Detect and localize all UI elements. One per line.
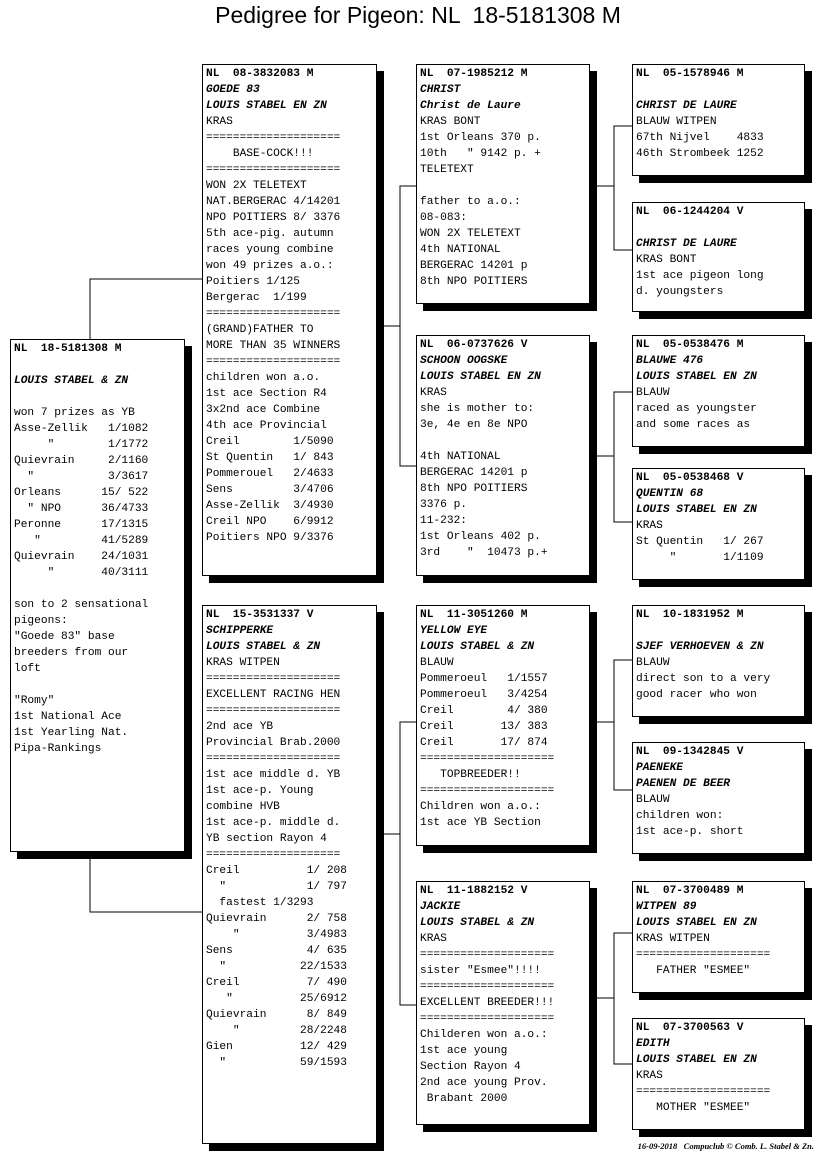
ring-number: NL 07-1985212 M: [420, 68, 528, 80]
card-line: " 41/5289: [14, 535, 149, 547]
card-line: [14, 389, 184, 405]
ring-number: NL 06-1244204 V: [636, 206, 744, 218]
pigeon-name-or-breeder: SJEF VERHOEVEN & ZN: [636, 641, 764, 653]
card-line: Creil 7/ 490: [206, 977, 347, 989]
pigeon-name-or-breeder: SCHIPPERKE: [206, 625, 274, 637]
card-line: 3376 p.: [420, 499, 467, 511]
pigeon-name-or-breeder: Christ de Laure: [420, 100, 521, 112]
pigeon-name-or-breeder: CHRIST DE LAURE: [636, 238, 737, 250]
card-line: father to a.o.:: [420, 196, 521, 208]
sire-sire-sire-card: [632, 64, 805, 176]
dam-sire-card: [416, 605, 590, 846]
card-line: NPO POITIERS 8/ 3376: [206, 212, 341, 224]
ring-number: NL 09-1342845 V: [636, 746, 744, 758]
card-line: 3rd " 10473 p.+: [420, 547, 548, 559]
ring-number: NL 08-3832083 M: [206, 68, 314, 80]
card-line: KRAS: [636, 1070, 663, 1082]
card-line: " 59/1593: [206, 1057, 347, 1069]
card-line: BERGERAC 14201 p: [420, 260, 528, 272]
pigeon-name-or-breeder: LOUIS STABEL & ZN: [206, 641, 321, 653]
ring-number: NL 05-0538476 M: [636, 339, 744, 351]
ring-number: NL 05-0538468 V: [636, 472, 744, 484]
card-line: ====================: [206, 132, 341, 144]
card-line: Provincial Brab.2000: [206, 737, 341, 749]
card-line: 4th NATIONAL: [420, 451, 501, 463]
card-line: ====================: [420, 785, 555, 797]
sire-sire-dam-card: [632, 202, 805, 312]
card-line: fastest 1/3293: [206, 897, 314, 909]
card-line: Asse-Zellik 1/1082: [14, 423, 149, 435]
card-line: 4th NATIONAL: [420, 244, 501, 256]
dam-dam-dam-card: [632, 1018, 805, 1130]
card-line: 1st ace middle d. YB: [206, 769, 341, 781]
card-line: sister "Esmee"!!!!: [420, 965, 541, 977]
card-line: Section Rayon 4: [420, 1061, 521, 1073]
card-line: 08-083:: [420, 212, 467, 224]
card-line: " NPO 36/4733: [14, 503, 149, 515]
card-line: ====================: [636, 1086, 771, 1098]
card-line: ====================: [206, 753, 341, 765]
pigeon-name-or-breeder: WITPEN 89: [636, 901, 697, 913]
card-line: 11-232:: [420, 515, 467, 527]
pigeon-name-or-breeder: BLAUWE 476: [636, 355, 704, 367]
pigeon-name-or-breeder: SCHOON OOGSKE: [420, 355, 508, 367]
card-line: " 1/1772: [14, 439, 149, 451]
card-line: [14, 581, 184, 597]
card-line: 1st ace pigeon long: [636, 270, 764, 282]
pigeon-name-or-breeder: LOUIS STABEL EN ZN: [636, 1054, 757, 1066]
card-line: Creil 17/ 874: [420, 737, 548, 749]
pigeon-name-or-breeder: YELLOW EYE: [420, 625, 488, 637]
card-line: ====================: [420, 981, 555, 993]
card-line: "Goede 83" base: [14, 631, 115, 643]
pigeon-name-or-breeder: PAENEN DE BEER: [636, 778, 730, 790]
card-line: 5th ace-pig. autumn: [206, 228, 334, 240]
card-line: 1st ace young: [420, 1045, 508, 1057]
ring-number: NL 05-1578946 M: [636, 68, 744, 80]
pigeon-name-or-breeder: JACKIE: [420, 901, 461, 913]
card-line: KRAS: [420, 387, 447, 399]
card-line: [14, 357, 184, 373]
card-line: 1st ace-p. Young: [206, 785, 314, 797]
card-line: Quievrain 24/1031: [14, 551, 149, 563]
card-line: EXCELLENT BREEDER!!!: [420, 997, 555, 1009]
card-line: Creil 13/ 383: [420, 721, 548, 733]
card-line: (GRAND)FATHER TO: [206, 324, 314, 336]
card-line: children won a.o.: [206, 372, 321, 384]
card-line: Quievrain 2/1160: [14, 455, 149, 467]
pigeon-name-or-breeder: LOUIS STABEL EN ZN: [206, 100, 327, 112]
card-line: " 3/4983: [206, 929, 347, 941]
card-line: KRAS BONT: [636, 254, 697, 266]
pigeon-name-or-breeder: LOUIS STABEL & ZN: [420, 641, 535, 653]
card-line: EXCELLENT RACING HEN: [206, 689, 341, 701]
card-line: Creil NPO 6/9912: [206, 516, 334, 528]
card-line: St Quentin 1/ 843: [206, 452, 334, 464]
card-line: TOPBREEDER!!: [420, 769, 521, 781]
card-line: "Romy": [14, 695, 55, 707]
card-line: 1st ace-p. middle d.: [206, 817, 341, 829]
dam-dam-card: [416, 881, 590, 1125]
card-line: won 49 prizes a.o.:: [206, 260, 334, 272]
card-line: Creil 1/5090: [206, 436, 334, 448]
card-line: and some races as: [636, 419, 751, 431]
card-line: Creil 1/ 208: [206, 865, 347, 877]
pigeon-name-or-breeder: GOEDE 83: [206, 84, 260, 96]
card-line: " 28/2248: [206, 1025, 347, 1037]
card-line: ====================: [636, 949, 771, 961]
card-line: MOTHER "ESMEE": [636, 1102, 751, 1114]
pigeon-name-or-breeder: LOUIS STABEL EN ZN: [636, 504, 757, 516]
card-line: KRAS WITPEN: [636, 933, 710, 945]
card-line: Pipa-Rankings: [14, 743, 102, 755]
card-line: races young combine: [206, 244, 334, 256]
card-line: Children won a.o.:: [420, 801, 541, 813]
pigeon-name-or-breeder: EDITH: [636, 1038, 670, 1050]
page-title: Pedigree for Pigeon: NL 18-5181308 M: [215, 2, 621, 28]
card-line: NAT.BERGERAC 4/14201: [206, 196, 341, 208]
sire-dam-dam-card: [632, 468, 805, 580]
card-line: Bergerac 1/199: [206, 292, 307, 304]
card-line: Peronne 17/1315: [14, 519, 149, 531]
ring-number: NL 07-3700563 V: [636, 1022, 744, 1034]
card-line: Pommeroeul 1/1557: [420, 673, 548, 685]
card-line: ====================: [206, 164, 341, 176]
dam-sire-sire-card: [632, 605, 805, 717]
card-line: " 3/3617: [14, 471, 149, 483]
card-line: 8th NPO POITIERS: [420, 276, 528, 288]
card-line: 67th Nijvel 4833: [636, 132, 764, 144]
card-line: " 1/ 797: [206, 881, 347, 893]
ring-number: NL 15-3531337 V: [206, 609, 314, 621]
pigeon-name-or-breeder: LOUIS STABEL & ZN: [14, 375, 129, 387]
card-line: [636, 623, 804, 639]
card-line: BLAUW: [636, 657, 670, 669]
card-line: Quievrain 8/ 849: [206, 1009, 347, 1021]
card-line: BERGERAC 14201 p: [420, 467, 528, 479]
card-line: 1st ace Section R4: [206, 388, 327, 400]
card-line: she is mother to:: [420, 403, 535, 415]
card-line: BLAUW: [636, 387, 670, 399]
card-line: BLAUW WITPEN: [636, 116, 717, 128]
card-line: WON 2X TELETEXT: [206, 180, 307, 192]
card-line: direct son to a very: [636, 673, 771, 685]
pigeon-name-or-breeder: PAENEKE: [636, 762, 683, 774]
card-line: 8th NPO POITIERS: [420, 483, 528, 495]
card-line: KRAS: [206, 116, 233, 128]
card-line: Pommerouel 2/4633: [206, 468, 334, 480]
pigeon-name-or-breeder: LOUIS STABEL EN ZN: [636, 371, 757, 383]
subject-pigeon-card: [10, 339, 185, 852]
card-line: 1st National Ace: [14, 711, 122, 723]
card-line: [636, 220, 804, 236]
dam-dam-sire-card: [632, 881, 805, 993]
card-line: KRAS: [636, 520, 663, 532]
ring-number: NL 18-5181308 M: [14, 343, 122, 355]
sire-sire-card: [416, 64, 590, 304]
ring-number: NL 06-0737626 V: [420, 339, 528, 351]
card-line: 2nd ace YB: [206, 721, 274, 733]
card-line: 2nd ace young Prov.: [420, 1077, 548, 1089]
ring-number: NL 10-1831952 M: [636, 609, 744, 621]
card-line: 4th ace Provincial: [206, 420, 327, 432]
card-line: ====================: [206, 673, 341, 685]
card-line: ====================: [206, 705, 341, 717]
dam-sire-dam-card: [632, 742, 805, 854]
card-line: raced as youngster: [636, 403, 757, 415]
card-line: Asse-Zellik 3/4930: [206, 500, 334, 512]
pigeon-name-or-breeder: LOUIS STABEL EN ZN: [420, 371, 541, 383]
card-line: BASE-COCK!!!: [206, 148, 314, 160]
card-line: Poitiers 1/125: [206, 276, 300, 288]
footer-credit: 16-09-2018 Compuclub © Comb. L. Stabel & Zn.: [637, 1141, 814, 1151]
card-line: " 1/1109: [636, 552, 764, 564]
card-line: Pommeroeul 3/4254: [420, 689, 548, 701]
card-line: KRAS BONT: [420, 116, 481, 128]
card-line: 1st ace YB Section: [420, 817, 541, 829]
card-line: Gien 12/ 429: [206, 1041, 347, 1053]
pigeon-name-or-breeder: CHRIST DE LAURE: [636, 100, 737, 112]
ring-number: NL 07-3700489 M: [636, 885, 744, 897]
card-line: breeders from our: [14, 647, 129, 659]
card-line: " 22/1533: [206, 961, 347, 973]
pigeon-name-or-breeder: LOUIS STABEL & ZN: [420, 917, 535, 929]
card-line: MORE THAN 35 WINNERS: [206, 340, 341, 352]
card-line: Orleans 15/ 522: [14, 487, 149, 499]
card-line: " 25/6912: [206, 993, 347, 1005]
card-line: 10th " 9142 p. +: [420, 148, 541, 160]
card-line: BLAUW: [420, 657, 454, 669]
card-line: Sens 3/4706: [206, 484, 334, 496]
card-line: Childeren won a.o.:: [420, 1029, 548, 1041]
card-line: combine HVB: [206, 801, 280, 813]
card-line: TELETEXT: [420, 164, 474, 176]
card-line: pigeons:: [14, 615, 68, 627]
card-line: 1st ace-p. short: [636, 826, 744, 838]
card-line: FATHER "ESMEE": [636, 965, 751, 977]
dam-card: [202, 605, 377, 1144]
card-line: " 40/3111: [14, 567, 149, 579]
card-line: won 7 prizes as YB: [14, 407, 135, 419]
card-line: loft: [14, 663, 41, 675]
card-line: WON 2X TELETEXT: [420, 228, 521, 240]
card-line: St Quentin 1/ 267: [636, 536, 764, 548]
card-line: KRAS: [420, 933, 447, 945]
card-line: [420, 433, 589, 449]
card-line: 1st Orleans 402 p.: [420, 531, 541, 543]
card-line: Sens 4/ 635: [206, 945, 347, 957]
card-line: Quievrain 2/ 758: [206, 913, 347, 925]
card-line: 1st Orleans 370 p.: [420, 132, 541, 144]
card-line: son to 2 sensational: [14, 599, 149, 611]
card-line: 3x2nd ace Combine: [206, 404, 321, 416]
card-line: KRAS WITPEN: [206, 657, 280, 669]
card-line: 46th Strombeek 1252: [636, 148, 764, 160]
ring-number: NL 11-3051260 M: [420, 609, 528, 621]
card-line: [636, 82, 804, 98]
sire-dam-sire-card: [632, 335, 805, 447]
pigeon-name-or-breeder: CHRIST: [420, 84, 461, 96]
card-line: ====================: [420, 949, 555, 961]
pigeon-name-or-breeder: LOUIS STABEL EN ZN: [636, 917, 757, 929]
card-line: 3e, 4e en 8e NPO: [420, 419, 528, 431]
sire-dam-card: [416, 335, 590, 576]
card-line: 1st Yearling Nat.: [14, 727, 129, 739]
card-line: ====================: [420, 753, 555, 765]
card-line: [420, 178, 589, 194]
card-line: children won:: [636, 810, 724, 822]
ring-number: NL 11-1882152 V: [420, 885, 528, 897]
card-line: good racer who won: [636, 689, 757, 701]
card-line: Brabant 2000: [420, 1093, 508, 1105]
card-line: Creil 4/ 380: [420, 705, 548, 717]
card-line: [14, 677, 184, 693]
card-line: ====================: [206, 356, 341, 368]
card-line: d. youngsters: [636, 286, 724, 298]
card-line: ====================: [206, 849, 341, 861]
pigeon-name-or-breeder: QUENTIN 68: [636, 488, 704, 500]
card-line: Poitiers NPO 9/3376: [206, 532, 334, 544]
card-line: YB section Rayon 4: [206, 833, 327, 845]
card-line: ====================: [206, 308, 341, 320]
card-line: ====================: [420, 1013, 555, 1025]
card-line: BLAUW: [636, 794, 670, 806]
sire-card: [202, 64, 377, 576]
